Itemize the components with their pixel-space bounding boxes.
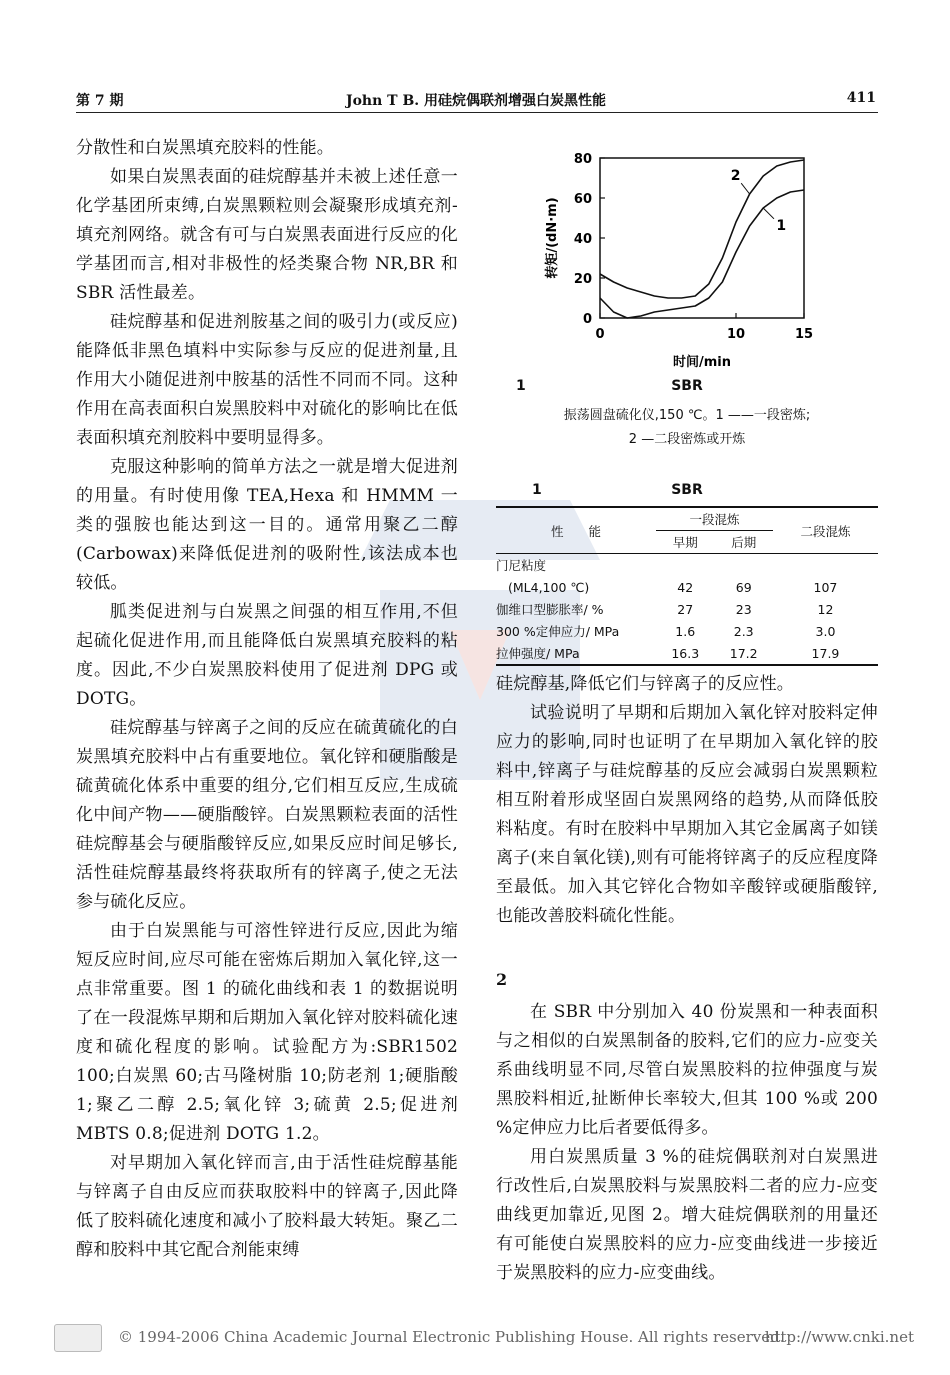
table-cell: 伽维口型膨胀率/ %: [496, 602, 604, 617]
table-cell: 17.9: [773, 642, 878, 665]
y-tick-label: 40: [573, 232, 592, 247]
paragraph: 克服这种影响的简单方法之一就是增大促进剂的用量。有时使用像 TEA,Hexa 和 HMMM 一类的强胺也能达到这一目的。通常用聚乙二醇(Carbowax)来降低促进剂的吸附性,该法成本也较低。: [76, 457, 458, 593]
series-line-2: [600, 160, 804, 298]
table-cell: 门尼粘度: [496, 558, 547, 573]
curve-label-1: 1: [776, 218, 787, 234]
figure-caption-line-1: 振荡圆盘硫化仪,150 ℃。1 ——一段密炼;: [563, 408, 811, 423]
table-cell: [773, 554, 878, 577]
paragraph: 分散性和白炭黑填充胶料的性能。: [76, 138, 334, 158]
x-tick-label: 0: [595, 327, 605, 342]
copyright-text: © 1994-2006 China Academic Journal Electronic Publishing House. All rights reserved.: [118, 1328, 785, 1346]
curve-label-2: 2: [730, 168, 741, 184]
table-row: [496, 642, 878, 665]
figure-title-text: SBR: [671, 378, 703, 394]
table-cell: [714, 554, 772, 577]
y-tick-label: 20: [573, 272, 592, 287]
table-cell: 69: [735, 579, 752, 595]
cure-curve-chart: [496, 140, 878, 380]
table-cell: (ML4,100 ℃): [508, 579, 590, 595]
table-header-late: 后期: [714, 531, 772, 554]
running-header: [76, 90, 876, 110]
cnki-logo-icon: [54, 1324, 102, 1352]
table-title: [496, 482, 878, 504]
table-cell: 3.0: [815, 623, 836, 639]
table-cell: 27: [677, 601, 694, 617]
paragraph: 胍类促进剂与白炭黑之间强的相互作用,不但起硫化促进作用,而且能降低白炭黑填充胶料的粘度。因此,不少白炭黑胶料使用了促进剂 DPG 或 DOTG。: [76, 602, 458, 709]
table-cell: 拉伸强度/ MPa: [496, 642, 656, 665]
table-cell: 17.2: [714, 642, 772, 665]
data-table: [496, 506, 878, 666]
table-title-text: SBR: [671, 482, 703, 498]
table-cell: [656, 554, 714, 577]
table-row: [496, 598, 878, 620]
table-header-property: 性 能: [496, 507, 656, 554]
table-header-group: 一段混炼: [656, 507, 773, 531]
curve-label-2-leader: [741, 183, 749, 194]
table-cell: 300 %定伸应力/ MPa: [496, 624, 620, 639]
x-axis-label: 时间/min: [672, 355, 732, 370]
plot-frame: [600, 158, 804, 318]
section-heading: 2: [496, 970, 508, 989]
table-row: [496, 620, 878, 642]
paragraph: 对早期加入氧化锌而言,由于活性硅烷醇基能与锌离子自由反应而获取胶料中的锌离子,因此降低了胶料硫化速度和减小了胶料最大转矩。聚乙二醇和胶料中其它配合剂能束缚: [76, 1153, 458, 1260]
left-column: [76, 134, 458, 1265]
paragraph: 硅烷醇基,降低它们与锌离子的反应性。: [496, 674, 795, 694]
header-rule: [76, 112, 878, 113]
table-cell: 23: [735, 601, 752, 617]
table-cell: 12: [817, 601, 834, 617]
figure-title: [496, 378, 878, 402]
paragraph: 用白炭黑质量 3 %的硅烷偶联剂对白炭黑进行改性后,白炭黑胶料与炭黑胶料二者的应力-应变曲线更加靠近,见图 2。增大硅烷偶联剂的用量还有可能使白炭黑胶料的应力-应变曲线进一步接近于炭黑胶料的应力-应变曲线。: [496, 1147, 878, 1283]
table-cell: 16.3: [656, 642, 714, 665]
table-cell: 2.3: [733, 623, 754, 639]
series-line-1: [600, 190, 804, 318]
issue-number: 第 7 期: [76, 93, 124, 109]
paragraph: 由于白炭黑能与可溶性锌进行反应,因此为缩短反应时间,应尽可能在密炼后期加入氧化锌,这一点非常重要。图 1 的硫化曲线和表 1 的数据说明了在一段混炼早期和后期加入氧化锌对胶料硫化速度和硫化程度的影响。试验配方为:SBR1502 100;白炭黑 60;古马隆树脂 10;防老剂 1;硬脂酸 1;聚乙二醇 2.5;氧化锌 3;硫黄 2.5;促进剂 MBTS 0.8;促进剂 DOTG 1.2。: [76, 921, 458, 1144]
figure-caption-line-2: 2 —二段密炼或开炼: [628, 432, 746, 447]
table-cell: 107: [813, 579, 838, 595]
table-header-early: 早期: [656, 531, 714, 554]
paragraph: 硅烷醇基与锌离子之间的反应在硫黄硫化的白炭黑填充胶料中占有重要地位。氧化锌和硬脂酸是硫黄硫化体系中重要的组分,它们相互反应,生成硫化中间产物——硬脂酸锌。白炭黑颗粒表面的活性硅烷醇基会与硬脂酸锌反应,如果反应时间足够长,活性硅烷醇基最终将获取所有的锌离子,使之无法参与硫化反应。: [76, 718, 458, 912]
y-axis-label: 转矩/(dN·m): [545, 197, 560, 279]
article-title: John T B. 用硅烷偶联剂增强白炭黑性能: [345, 93, 607, 109]
paragraph: 硅烷醇基和促进剂胺基之间的吸引力(或反应)能降低非黑色填料中实际参与反应的促进剂量,且作用大小随促进剂中胺基的活性不同而不同。这种作用在高表面积白炭黑胶料中对硫化的影响比在低表面积填充剂胶料中要明显得多。: [76, 312, 458, 448]
footer-url: http://www.cnki.net: [764, 1328, 914, 1346]
curve-label-1-leader: [763, 208, 774, 219]
y-tick-label: 60: [573, 192, 592, 207]
y-tick-label: 80: [573, 152, 592, 167]
paragraph: 如果白炭黑表面的硅烷醇基并未被上述任意一化学基团所束缚,白炭黑颗粒则会凝聚形成填充剂-填充剂网络。就含有可与白炭黑表面进行反应的化学基团而言,相对非极性的烃类聚合物 NR,BR 和 SBR 活性最差。: [76, 167, 458, 303]
table-header-two-stage: 二段混炼: [773, 507, 878, 554]
x-tick-label: 15: [794, 327, 814, 342]
table-row: [496, 576, 878, 598]
right-column: [496, 670, 878, 1288]
x-tick-label: 10: [726, 327, 746, 342]
page-number: 411: [846, 90, 876, 106]
table-row: [496, 554, 878, 577]
footer: [54, 1322, 914, 1352]
paragraph: 在 SBR 中分别加入 40 份炭黑和一种表面积与之相似的白炭黑制备的胶料,它们的应力-应变关系曲线明显不同,尽管白炭黑胶料的拉伸强度与炭黑胶料相近,扯断伸长率较大,但其 100 %或 200 %定伸应力比后者要低得多。: [496, 1002, 878, 1138]
table-number: 1: [532, 482, 542, 498]
table-cell: 1.6: [675, 623, 696, 639]
paragraph: 试验说明了早期和后期加入氧化锌对胶料定伸应力的影响,同时也证明了在早期加入氧化锌的胶料中,锌离子与硅烷醇基的反应会减弱白炭黑颗粒相互附着形成坚固白炭黑网络的趋势,从而降低胶料粘度。有时在胶料中早期加入其它金属离子如镁离子(来自氧化镁),则有可能将锌离子的反应程度降至最低。加入其它锌化合物如辛酸锌或硬脂酸锌,也能改善胶料硫化性能。: [496, 703, 878, 926]
y-tick-label: 0: [582, 312, 592, 327]
table-cell: 42: [677, 579, 694, 595]
figure-number: 1: [516, 378, 526, 394]
